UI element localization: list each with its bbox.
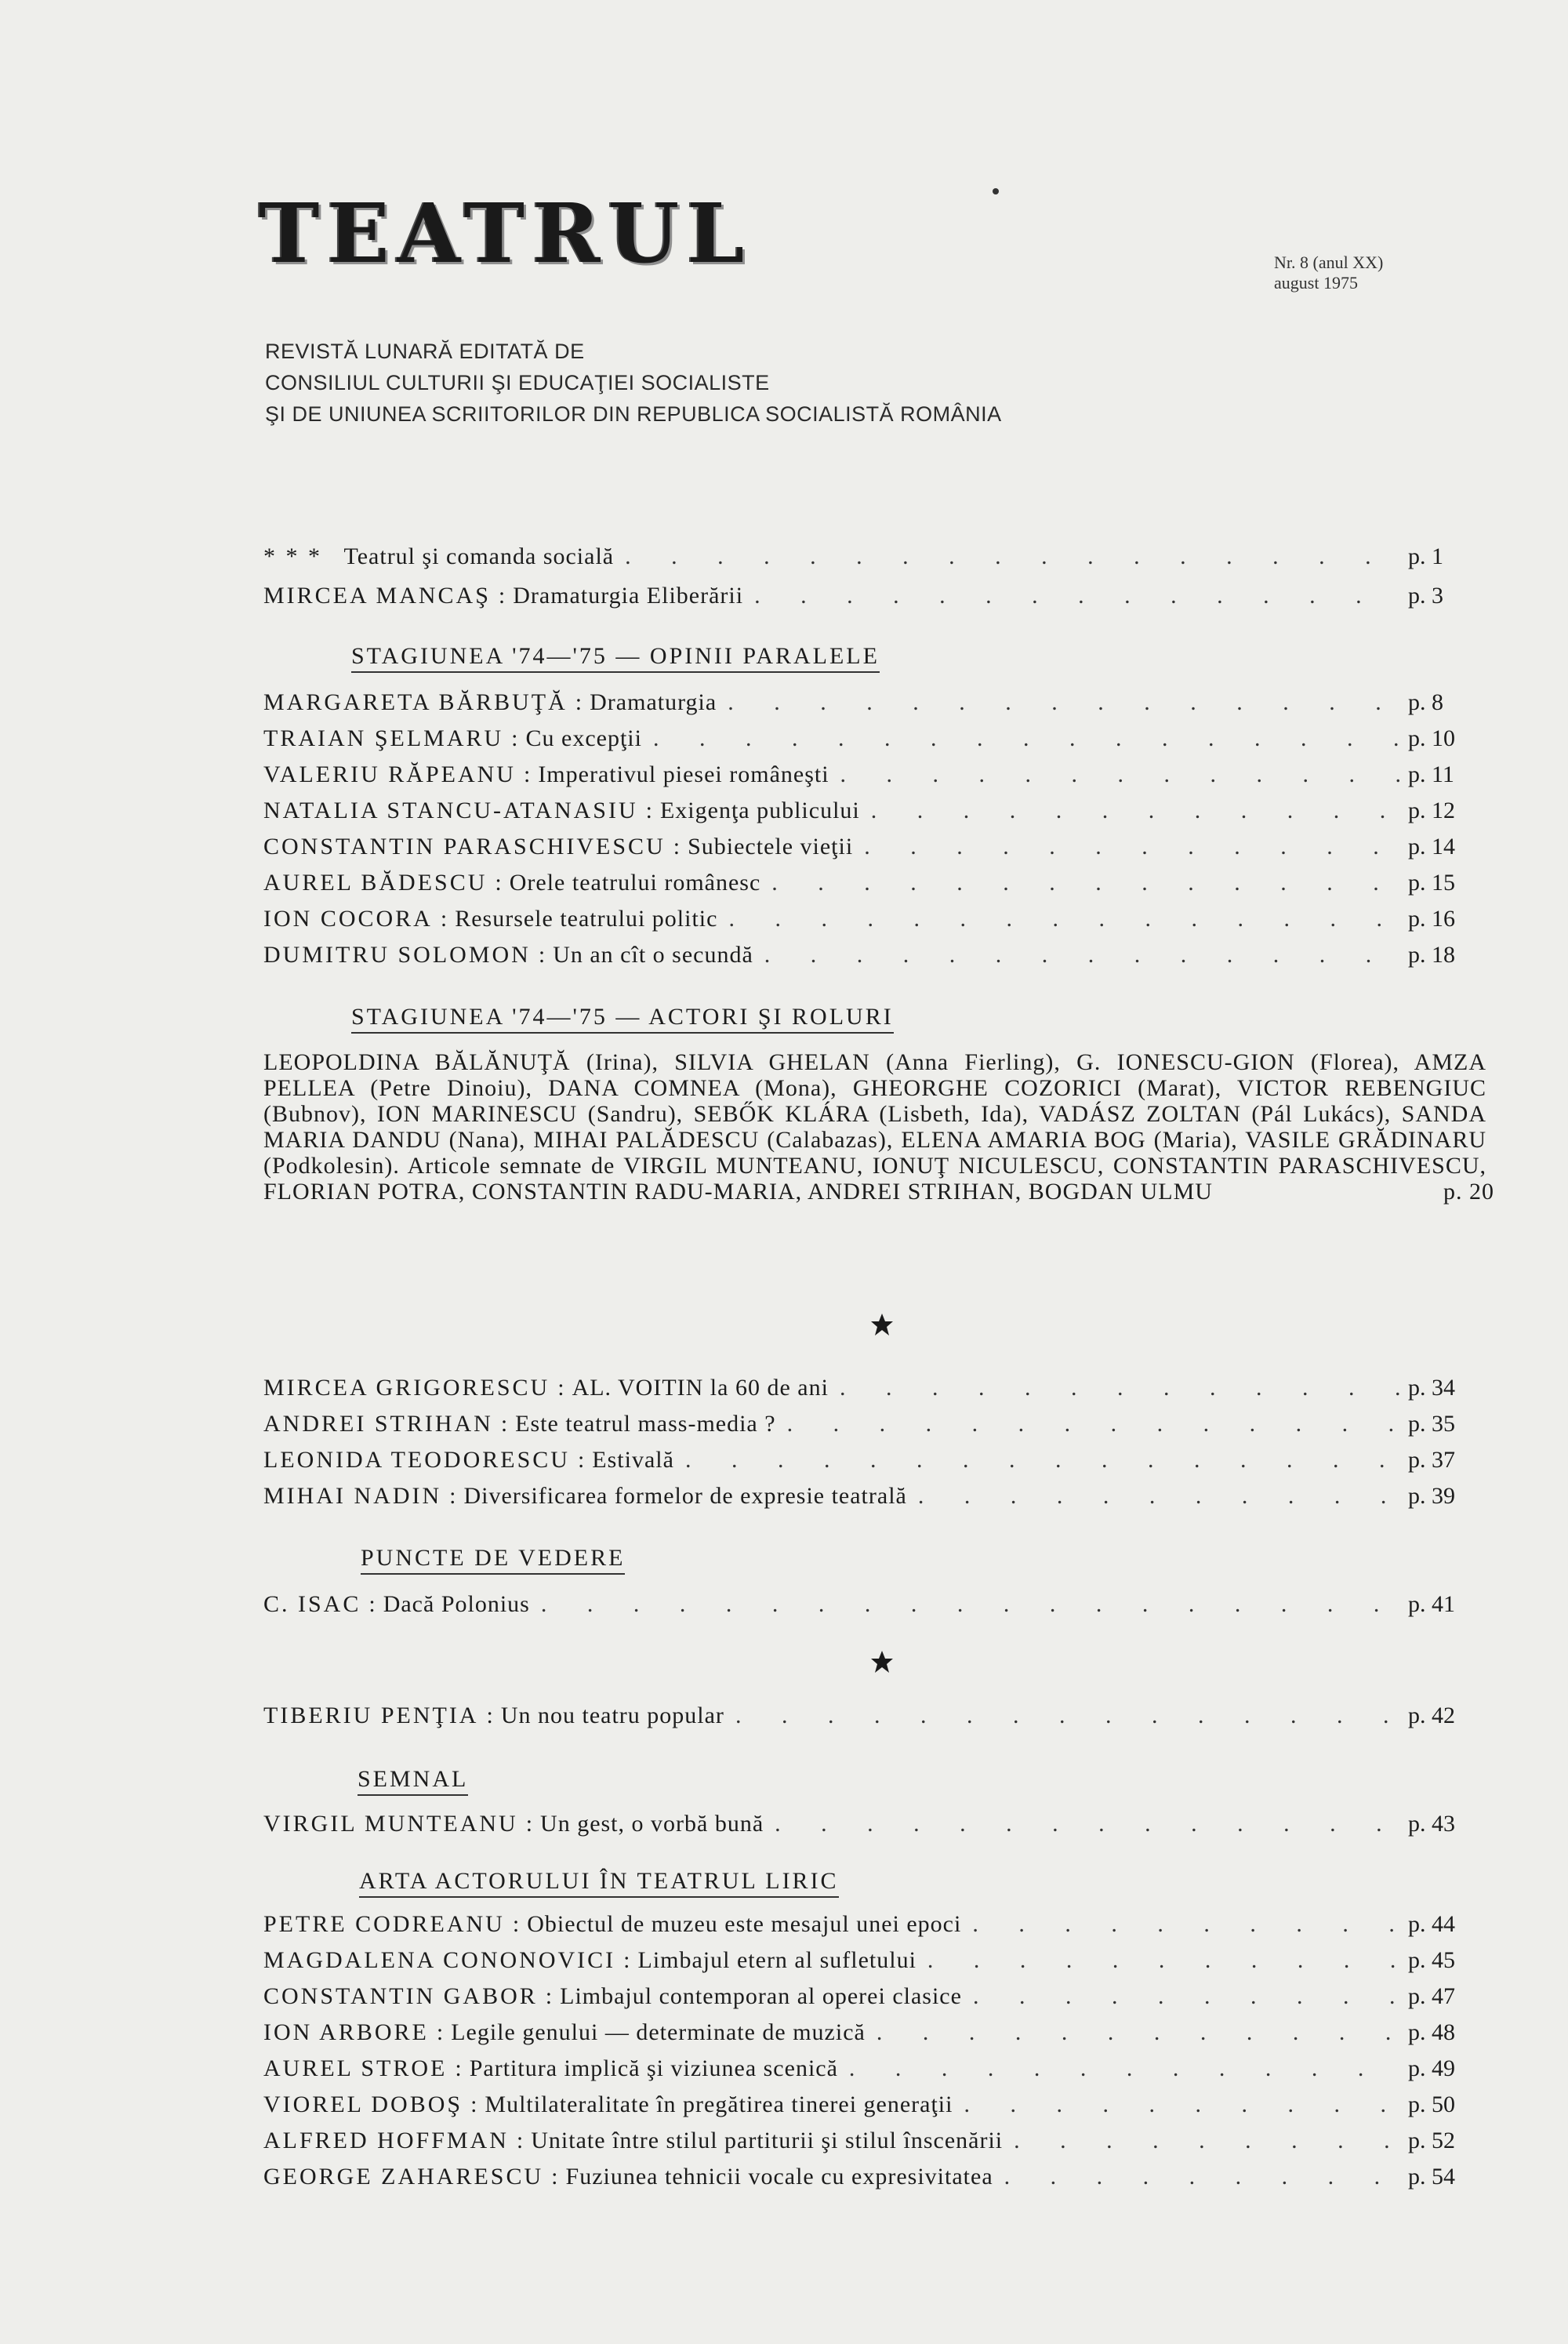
entry-page: p. 18 xyxy=(1408,942,1455,968)
entry-title: Un gest, o vorbă bună xyxy=(540,1811,764,1837)
entry-page: p. 10 xyxy=(1408,725,1455,751)
dot-leader xyxy=(728,903,1403,935)
entry-author: TRAIAN ŞELMARU xyxy=(263,725,504,751)
printing-speck xyxy=(993,188,999,194)
publisher-line: CONSILIUL CULTURII ŞI EDUCAŢIEI SOCIALISTE xyxy=(265,371,770,394)
entry-author: MARGARETA BĂRBUŢĂ xyxy=(263,689,568,715)
entry-page: p. 12 xyxy=(1408,798,1455,823)
toc-entry[interactable]: TIBERIU PENŢIA : Un nou teatru popular . . . p. 42 xyxy=(263,1700,1502,1732)
section-heading-actori: STAGIUNEA '74—'75 — ACTORI ŞI ROLURI xyxy=(351,1002,894,1034)
entry-author: * * * xyxy=(263,543,322,569)
entry-page: p. 50 xyxy=(1408,2091,1455,2117)
entry-author: MIRCEA GRIGORESCU xyxy=(263,1375,550,1401)
toc-entry[interactable]: CONSTANTIN GABOR : Limbajul contemporan al operei clasice . . . p. 47 xyxy=(263,1981,1502,2012)
dot-leader xyxy=(541,1589,1403,1620)
issue-date: august 1975 xyxy=(1274,273,1358,293)
section-heading-semnal: SEMNAL xyxy=(358,1764,468,1796)
entry-page: p. 41 xyxy=(1408,1591,1455,1617)
entry-author: AUREL STROE xyxy=(263,2055,448,2081)
dot-leader xyxy=(728,687,1403,718)
dot-leader xyxy=(625,541,1403,572)
entry-author: GEORGE ZAHARESCU xyxy=(263,2164,544,2190)
entry-author: NATALIA STANCU-ATANASIU xyxy=(263,798,638,823)
entry-title: Partitura implică şi viziunea scenică xyxy=(469,2055,838,2081)
entry-page: p. 16 xyxy=(1408,906,1455,932)
masthead-title: TEATRUL xyxy=(259,185,753,282)
entry-author: ION ARBORE xyxy=(263,2019,429,2045)
dot-leader xyxy=(840,1372,1403,1404)
entry-title: Subiectele vieţii xyxy=(688,834,854,859)
dot-leader xyxy=(972,1909,1403,1940)
dot-leader xyxy=(1004,2161,1403,2193)
dot-leader xyxy=(864,831,1403,863)
entry-title: Unitate între stilul partiturii şi stilul înscenării xyxy=(531,2128,1004,2153)
toc-entry[interactable]: CONSTANTIN PARASCHIVESCU : Subiectele vieţii . . . p. 14 xyxy=(263,831,1502,863)
publisher-line: REVISTĂ LUNARĂ EDITATĂ DE xyxy=(265,340,585,363)
entry-page: p. 45 xyxy=(1408,1947,1455,1973)
dot-leader xyxy=(771,867,1403,899)
toc-entry[interactable]: MIHAI NADIN : Diversificarea formelor de expresie teatrală . . . p. 39 xyxy=(263,1481,1502,1512)
entry-page: p. 37 xyxy=(1408,1447,1455,1473)
toc-entry[interactable]: LEONIDA TEODORESCU : Estivală . . . p. 37 xyxy=(263,1445,1502,1476)
entry-author: ION COCORA xyxy=(263,906,433,932)
publisher-block xyxy=(265,336,1002,430)
toc-entry[interactable]: NATALIA STANCU-ATANASIU : Exigenţa publicului . . . p. 12 xyxy=(263,795,1502,827)
actori-paragraph[interactable] xyxy=(263,1049,1494,1205)
entry-page: p. 11 xyxy=(1408,761,1454,787)
entry-author: ANDREI STRIHAN xyxy=(263,1411,493,1437)
entry-author: CONSTANTIN PARASCHIVESCU xyxy=(263,834,666,859)
dot-leader xyxy=(764,939,1403,971)
entry-title: Exigenţa publicului xyxy=(659,798,860,823)
entry-page: p. 1 xyxy=(1408,543,1443,569)
entry-author: PETRE CODREANU xyxy=(263,1911,505,1937)
entry-page: p. 49 xyxy=(1408,2055,1455,2081)
entry-page: p. 44 xyxy=(1408,1911,1455,1937)
toc-entry[interactable]: MARGARETA BĂRBUŢĂ : Dramaturgia . . . p. 8 xyxy=(263,687,1502,718)
dot-leader xyxy=(685,1445,1403,1476)
entry-page: p. 47 xyxy=(1408,1983,1455,2009)
actori-text: LEOPOLDINA BĂLĂNUŢĂ (Irina), SILVIA GHELAN (Anna Fierling), G. IONESCU-GION (Florea), AMZA PELLEA (Petre Dinoiu), DANA COMNEA (Mona), GHEORGHE COZORICI (Marat), VICTOR REBENGIUC (Bubnov), ION MARINESCU (Sandru), SEBŐK KLÁRA (Lisbeth, Ida), VADÁSZ ZOLTAN (Pál Lukács), SANDA MARIA DANDU (Nana), MIHAI PALĂDESCU (Calabazas), ELENA AMARIA BOG (Maria), VASILE GRĂDINARU (Podkolesin). Articole semnate de VIRGIL MUNTEANU, IONUŢ NICULESCU, CONSTANTIN PARASCHIVESCU, FLORIAN POTRA, CONSTANTIN RADU-MARIA, ANDREI STRIHAN, BOGDAN ULMU xyxy=(263,1049,1486,1205)
dot-leader xyxy=(871,795,1403,827)
toc-entry[interactable]: AUREL BĂDESCU : Orele teatrului românesc . . . p. 15 xyxy=(263,867,1502,899)
toc-entry[interactable]: VIRGIL MUNTEANU : Un gest, o vorbă bună . . . p. 43 xyxy=(263,1808,1502,1840)
masthead-logo xyxy=(259,187,855,281)
dot-leader xyxy=(735,1700,1403,1732)
toc-entry[interactable]: PETRE CODREANU : Obiectul de muzeu este mesajul unei epoci . . . p. 44 xyxy=(263,1909,1502,1940)
toc-entry[interactable]: MIRCEA GRIGORESCU : AL. VOITIN la 60 de ani . . . p. 34 xyxy=(263,1372,1502,1404)
entry-author: TIBERIU PENŢIA xyxy=(263,1703,479,1728)
toc-entry[interactable]: VIOREL DOBOŞ : Multilateralitate în pregătirea tinerei generaţii . . . p. 50 xyxy=(263,2089,1502,2121)
entry-page: p. 54 xyxy=(1408,2164,1455,2190)
entry-page: p. 35 xyxy=(1408,1411,1455,1437)
entry-title: Dramaturgia xyxy=(590,689,717,715)
entry-page: p. 39 xyxy=(1408,1483,1455,1509)
entry-title: Este teatrul mass-media ? xyxy=(515,1411,776,1437)
entry-page: p. 34 xyxy=(1408,1375,1455,1401)
entry-author: C. ISAC xyxy=(263,1591,361,1617)
dot-leader xyxy=(754,580,1403,612)
entry-author: ALFRED HOFFMAN xyxy=(263,2128,509,2153)
entry-title: Resursele teatrului politic xyxy=(455,906,718,932)
entry-author: VIRGIL MUNTEANU xyxy=(263,1811,518,1837)
dot-leader xyxy=(787,1408,1403,1440)
entry-page: p. 8 xyxy=(1408,689,1443,715)
toc-entry[interactable]: MIRCEA MANCAŞ : Dramaturgia Eliberării . . . p. 3 xyxy=(263,580,1502,612)
dot-leader xyxy=(918,1481,1403,1512)
toc-entry[interactable]: TRAIAN ŞELMARU : Cu excepţii . . . p. 10 xyxy=(263,723,1502,754)
entry-page: p. 43 xyxy=(1408,1811,1455,1837)
entry-page: p. 15 xyxy=(1408,870,1455,896)
toc-entry[interactable]: GEORGE ZAHARESCU : Fuziunea tehnicii vocale cu expresivitatea . . . p. 54 xyxy=(263,2161,1502,2193)
entry-author: MIHAI NADIN xyxy=(263,1483,442,1509)
dot-leader xyxy=(775,1808,1403,1840)
entry-author: MAGDALENA CONONOVICI xyxy=(263,1947,616,1973)
entry-title: Dacă Polonius xyxy=(383,1591,530,1617)
entry-page: p. 52 xyxy=(1408,2128,1455,2153)
entry-title: Orele teatrului românesc xyxy=(509,870,761,896)
toc-entry[interactable]: MAGDALENA CONONOVICI : Limbajul etern al sufletului . . . p. 45 xyxy=(263,1945,1502,1976)
entry-author: MIRCEA MANCAŞ xyxy=(263,583,491,609)
entry-title: Limbajul contemporan al operei clasice xyxy=(560,1983,962,2009)
entry-title: Legile genului — determinate de muzică xyxy=(451,2019,866,2045)
entry-title: Estivală xyxy=(592,1447,674,1473)
dot-leader xyxy=(840,759,1403,790)
entry-title: Un nou teatru popular xyxy=(500,1703,724,1728)
entry-author: DUMITRU SOLOMON xyxy=(263,942,531,968)
toc-entry[interactable]: ANDREI STRIHAN : Este teatrul mass-media ? . . . p. 35 xyxy=(263,1408,1502,1440)
toc-entry[interactable]: AUREL STROE : Partitura implică şi viziunea scenică . . . p. 49 xyxy=(263,2053,1502,2084)
dot-leader xyxy=(973,1981,1403,2012)
section-heading-puncte: PUNCTE DE VEDERE xyxy=(361,1543,625,1575)
entry-page: p. 42 xyxy=(1408,1703,1455,1728)
entry-author: VIOREL DOBOŞ xyxy=(263,2091,463,2117)
dot-leader xyxy=(653,723,1403,754)
dot-leader xyxy=(1014,2125,1403,2157)
entry-title: Obiectul de muzeu este mesajul unei epoci xyxy=(527,1911,962,1937)
dot-leader xyxy=(927,1945,1403,1976)
entry-title: Dramaturgia Eliberării xyxy=(513,583,744,609)
entry-page: p. 20 xyxy=(1443,1179,1494,1205)
toc-entry[interactable]: VALERIU RĂPEANU : Imperativul piesei româneşti . . . p. 11 xyxy=(263,759,1502,790)
entry-title: Diversificarea formelor de expresie teatrală xyxy=(463,1483,907,1509)
entry-title: Un an cît o secundă xyxy=(553,942,753,968)
entry-page: p. 3 xyxy=(1408,583,1443,609)
section-heading-opinii: STAGIUNEA '74—'75 — OPINII PARALELE xyxy=(351,641,880,673)
entry-title: AL. VOITIN la 60 de ani xyxy=(572,1375,829,1401)
issue-number: Nr. 8 (anul XX) xyxy=(1274,253,1384,272)
publisher-line: ŞI DE UNIUNEA SCRIITORILOR DIN REPUBLICA SOCIALISTĂ ROMÂNIA xyxy=(265,402,1002,426)
entry-title: Multilateralitate în pregătirea tinerei generaţii xyxy=(485,2091,953,2117)
entry-title: Fuziunea tehnicii vocale cu expresivitatea xyxy=(565,2164,993,2190)
toc-entry[interactable] xyxy=(263,541,1502,572)
star-ornament xyxy=(870,1650,894,1674)
star-ornament xyxy=(870,1313,894,1336)
entry-title: Cu excepţii xyxy=(525,725,642,751)
toc-entry[interactable]: C. ISAC : Dacă Polonius . . . p. 41 xyxy=(263,1589,1502,1620)
dot-leader xyxy=(849,2053,1403,2084)
dot-leader xyxy=(964,2089,1403,2121)
toc-entry[interactable]: ION COCORA : Resursele teatrului politic . . . p. 16 xyxy=(263,903,1502,935)
entry-author: LEONIDA TEODORESCU xyxy=(263,1447,570,1473)
section-heading-arta: ARTA ACTORULUI ÎN TEATRUL LIRIC xyxy=(359,1866,839,1898)
toc-entry[interactable]: ALFRED HOFFMAN : Unitate între stilul partiturii şi stilul înscenării . . . p. 52 xyxy=(263,2125,1502,2157)
entry-page: p. 48 xyxy=(1408,2019,1455,2045)
entry-author: AUREL BĂDESCU xyxy=(263,870,488,896)
toc-entry[interactable]: ION ARBORE : Legile genului — determinate de muzică . . . p. 48 xyxy=(263,2017,1502,2048)
entry-author: VALERIU RĂPEANU xyxy=(263,761,516,787)
entry-author: CONSTANTIN GABOR xyxy=(263,1983,538,2009)
dot-leader xyxy=(877,2017,1403,2048)
toc-entry[interactable]: DUMITRU SOLOMON : Un an cît o secundă . . . p. 18 xyxy=(263,939,1502,971)
entry-title: Limbajul etern al sufletului xyxy=(637,1947,916,1973)
entry-title: Imperativul piesei româneşti xyxy=(538,761,829,787)
entry-title: Teatrul şi comanda socială xyxy=(343,543,615,569)
entry-page: p. 14 xyxy=(1408,834,1455,859)
issue-info xyxy=(1274,253,1383,293)
